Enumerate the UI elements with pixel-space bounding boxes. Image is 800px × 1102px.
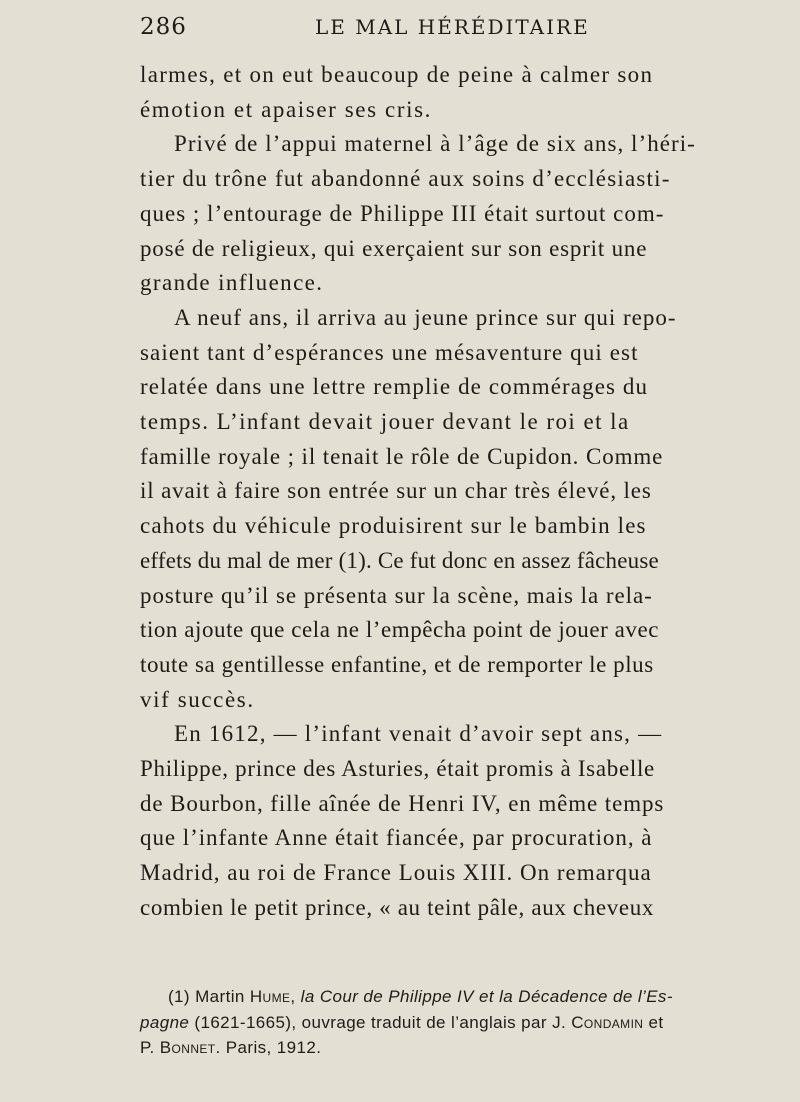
- text-line: effets du mal de mer (1). Ce fut donc en assez fâcheuse: [140, 547, 659, 573]
- footnote-marker: (1): [168, 987, 190, 1006]
- footnote-line: [140, 1035, 770, 1061]
- text-line: toute sa gentillesse enfantine, et de remporter le plus: [140, 651, 654, 677]
- text-line: de Bourbon, fille aînée de Henri IV, en même temps: [140, 790, 665, 816]
- text-line: A neuf ans, il arriva au jeune prince sur qui repo-: [174, 304, 677, 330]
- footnote-author-last: Hume: [249, 987, 291, 1006]
- text-line: tion ajoute que cela ne l’empêcha point de jouer avec: [140, 617, 659, 643]
- text-line: larmes, et on eut beaucoup de peine à calmer son: [140, 62, 654, 87]
- text-line: vif succès.: [140, 686, 255, 712]
- text-line: En 1612, — l’infant venait d’avoir sept ans, —: [174, 721, 663, 747]
- text-line: émotion et apaiser ses cris.: [140, 96, 432, 122]
- text-line: cahots du véhicule produisirent sur le bambin les: [140, 513, 647, 539]
- footnote-title: la Cour de Philippe IV et la Décadence de l’Es-: [300, 987, 673, 1006]
- text-line: ques ; l’entourage de Philippe III était surtout com-: [140, 200, 665, 226]
- page-number: 286: [140, 14, 187, 40]
- text-line: grande influence.: [140, 270, 324, 296]
- footnote-translator: Bonnet: [159, 1038, 216, 1057]
- text-line: il avait à faire son entrée sur un char très élevé, les: [140, 478, 652, 504]
- text-line: posé de religieux, qui exerçaient sur son esprit une: [140, 235, 648, 261]
- text-line: Philippe, prince des Asturies, était promis à Isabelle: [140, 756, 655, 782]
- footnote-publication: . Paris, 1912.: [215, 1038, 322, 1057]
- footnote-title-cont: pagne: [140, 1012, 190, 1032]
- text-line: que l’infante Anne était fiancée, par procuration, à: [140, 825, 653, 851]
- text-line: combien le petit prince, « au teint pâle, aux cheveux: [140, 894, 655, 920]
- text-line: Privé de l’appui maternel à l’âge de six ans, l’héri-: [174, 131, 696, 157]
- footnote-line: [140, 984, 770, 1010]
- body-text: [140, 58, 760, 926]
- text-line: saient tant d’espérances une mésaventure qui est: [140, 339, 639, 365]
- text-line: famille royale ; il tenait le rôle de Cupidon. Comme: [140, 443, 664, 469]
- footnote-translator-initial: P.: [140, 1038, 155, 1057]
- footnote: [140, 984, 770, 1061]
- footnote-author-first: Martin: [195, 987, 245, 1006]
- text-line: posture qu’il se présenta sur la scène, mais la rela-: [140, 582, 653, 608]
- footnote-details: (1621-1665), ouvrage traduit de l’anglais par J.: [194, 1012, 567, 1032]
- footnote-line: [140, 1010, 770, 1036]
- footnote-conjunction: et: [648, 1012, 664, 1032]
- text-line: temps. L’infant devait jouer devant le roi et la: [140, 409, 630, 435]
- running-head: LE MAL HÉRÉDITAIRE: [315, 15, 590, 39]
- text-line: Madrid, au roi de France Louis XIII. On remarqua: [140, 860, 652, 886]
- footnote-translator: Condamin: [571, 1012, 644, 1032]
- text-line: tier du trône fut abandonné aux soins d’ecclésiasti-: [140, 166, 671, 192]
- text-line: relatée dans une lettre remplie de commérages du: [140, 374, 649, 400]
- footnote-separator: ,: [290, 987, 296, 1006]
